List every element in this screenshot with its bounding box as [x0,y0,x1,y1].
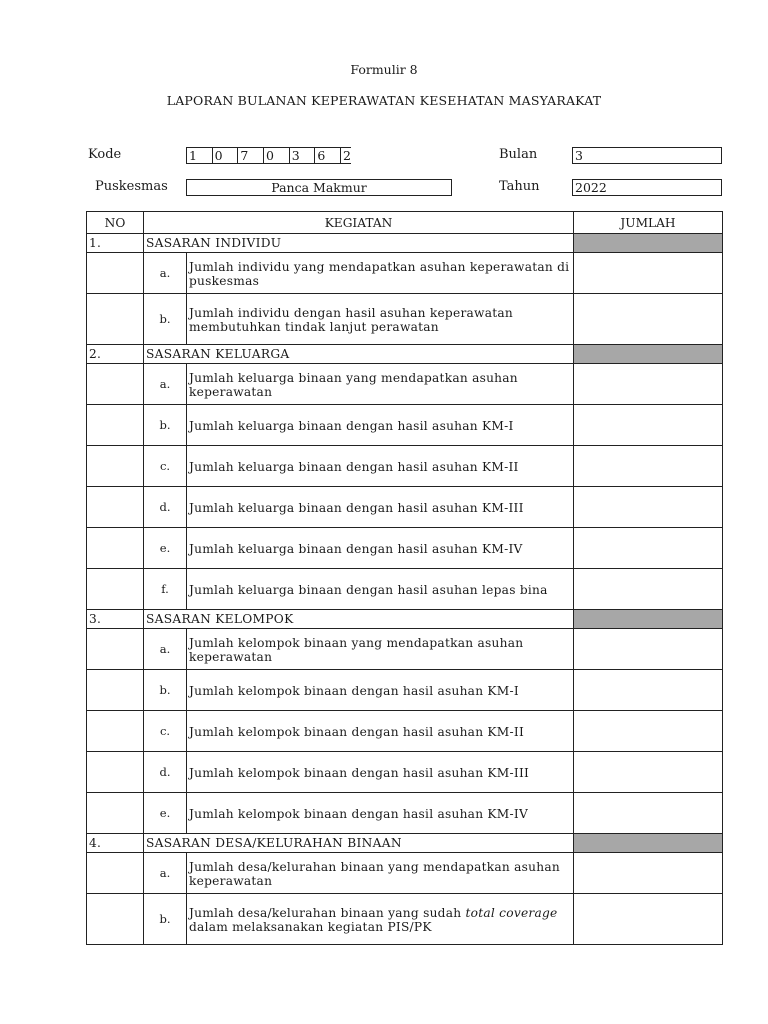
table-row [87,793,723,834]
section-row [87,610,723,629]
row-no-empty [87,569,144,610]
table-row [87,405,723,446]
puskesmas-label: Puskesmas [95,179,168,194]
row-no-empty [87,752,144,793]
section-row [87,345,723,364]
jumlah-cell[interactable] [574,487,723,528]
kegiatan-text [187,894,574,945]
sub-letter: d. [144,487,187,528]
table-row [87,253,723,294]
kegiatan-text: Jumlah keluarga binaan dengan hasil asuhan KM-I [187,405,574,446]
table-row [87,364,723,405]
kode-label: Kode [88,147,122,162]
kegiatan-text: Jumlah individu dengan hasil asuhan keperawatan membutuhkan tindak lanjut perawatan [187,294,574,345]
kegiatan-text-part: Jumlah desa/kelurahan binaan yang sudah [189,905,466,920]
section-title: SASARAN DESA/KELURAHAN BINAAN [144,834,574,853]
section-jumlah-shaded [574,610,723,629]
sub-letter: b. [144,405,187,446]
section-jumlah-shaded [574,234,723,253]
section-no: 4. [87,834,144,853]
kode-digit: 2 [343,148,351,163]
table-row [87,487,723,528]
section-title: SASARAN KELOMPOK [144,610,574,629]
kegiatan-text: Jumlah kelompok binaan yang mendapatkan asuhan keperawatan [187,629,574,670]
jumlah-cell[interactable] [574,294,723,345]
row-no-empty [87,364,144,405]
kode-digit: 3 [290,148,316,163]
kegiatan-text: Jumlah kelompok binaan dengan hasil asuhan KM-IV [187,793,574,834]
kegiatan-text: Jumlah keluarga binaan yang mendapatkan asuhan keperawatan [187,364,574,405]
sub-letter: b. [144,294,187,345]
kegiatan-text-emphasis: total coverage [465,905,558,920]
table-row [87,670,723,711]
kegiatan-text: Jumlah desa/kelurahan binaan yang mendapatkan asuhan keperawatan [187,853,574,894]
sub-letter: e. [144,793,187,834]
kegiatan-text: Jumlah kelompok binaan dengan hasil asuhan KM-II [187,711,574,752]
table-row [87,294,723,345]
kode-digit: 0 [213,148,239,163]
row-no-empty [87,793,144,834]
kegiatan-text: Jumlah keluarga binaan dengan hasil asuhan KM-IV [187,528,574,569]
bulan-label: Bulan [499,147,538,162]
section-no: 3. [87,610,144,629]
tahun-field[interactable]: 2022 [572,179,722,196]
kegiatan-text-part: dalam melaksanakan kegiatan PIS/PK [189,919,432,934]
sub-letter: c. [144,446,187,487]
jumlah-cell[interactable] [574,528,723,569]
kode-digit: 1 [187,148,213,163]
sub-letter: a. [144,253,187,294]
kode-digit: 6 [315,148,341,163]
kegiatan-text: Jumlah keluarga binaan dengan hasil asuhan KM-II [187,446,574,487]
row-no-empty [87,670,144,711]
tahun-label: Tahun [499,179,540,194]
table-row [87,446,723,487]
table-row [87,528,723,569]
section-no: 2. [87,345,144,364]
jumlah-cell[interactable] [574,253,723,294]
sub-letter: c. [144,711,187,752]
jumlah-cell[interactable] [574,853,723,894]
row-no-empty [87,853,144,894]
report-title: LAPORAN BULANAN KEPERAWATAN KESEHATAN MASYARAKAT [166,93,602,108]
kode-field[interactable] [186,147,351,164]
row-no-empty [87,294,144,345]
row-no-empty [87,487,144,528]
sub-letter: a. [144,629,187,670]
section-title: SASARAN KELUARGA [144,345,574,364]
jumlah-cell[interactable] [574,446,723,487]
sub-letter: b. [144,894,187,945]
kode-digits [187,148,351,163]
bulan-field[interactable]: 3 [572,147,722,164]
kegiatan-text: Jumlah kelompok binaan dengan hasil asuhan KM-I [187,670,574,711]
jumlah-cell[interactable] [574,711,723,752]
table-row [87,752,723,793]
jumlah-cell[interactable] [574,405,723,446]
row-no-empty [87,253,144,294]
section-row [87,834,723,853]
jumlah-cell[interactable] [574,364,723,405]
section-jumlah-shaded [574,345,723,364]
table-row [87,853,723,894]
jumlah-cell[interactable] [574,894,723,945]
kode-digit: 7 [238,148,264,163]
row-no-empty [87,405,144,446]
table-row [87,711,723,752]
sub-letter: f. [144,569,187,610]
jumlah-cell[interactable] [574,569,723,610]
sub-letter: a. [144,364,187,405]
header-jumlah: JUMLAH [574,212,723,234]
table-row [87,629,723,670]
sub-letter: b. [144,670,187,711]
jumlah-cell[interactable] [574,793,723,834]
puskesmas-field[interactable]: Panca Makmur [186,179,452,196]
kegiatan-text: Jumlah individu yang mendapatkan asuhan keperawatan di puskesmas [187,253,574,294]
row-no-empty [87,446,144,487]
kegiatan-text: Jumlah keluarga binaan dengan hasil asuhan KM-III [187,487,574,528]
table-row [87,894,723,945]
section-no: 1. [87,234,144,253]
form-number: Formulir 8 [350,62,418,77]
jumlah-cell[interactable] [574,629,723,670]
activity-table [86,211,723,945]
row-no-empty [87,528,144,569]
kegiatan-text: Jumlah kelompok binaan dengan hasil asuhan KM-III [187,752,574,793]
jumlah-cell[interactable] [574,752,723,793]
row-no-empty [87,894,144,945]
kode-digit: 0 [264,148,290,163]
jumlah-cell[interactable] [574,670,723,711]
section-jumlah-shaded [574,834,723,853]
sub-letter: a. [144,853,187,894]
sub-letter: d. [144,752,187,793]
section-title: SASARAN INDIVIDU [144,234,574,253]
table-row [87,569,723,610]
sub-letter: e. [144,528,187,569]
row-no-empty [87,629,144,670]
kegiatan-text: Jumlah keluarga binaan dengan hasil asuhan lepas bina [187,569,574,610]
header-kegiatan: KEGIATAN [144,212,574,234]
row-no-empty [87,711,144,752]
header-no: NO [87,212,144,234]
table-header-row [87,212,723,234]
section-row [87,234,723,253]
